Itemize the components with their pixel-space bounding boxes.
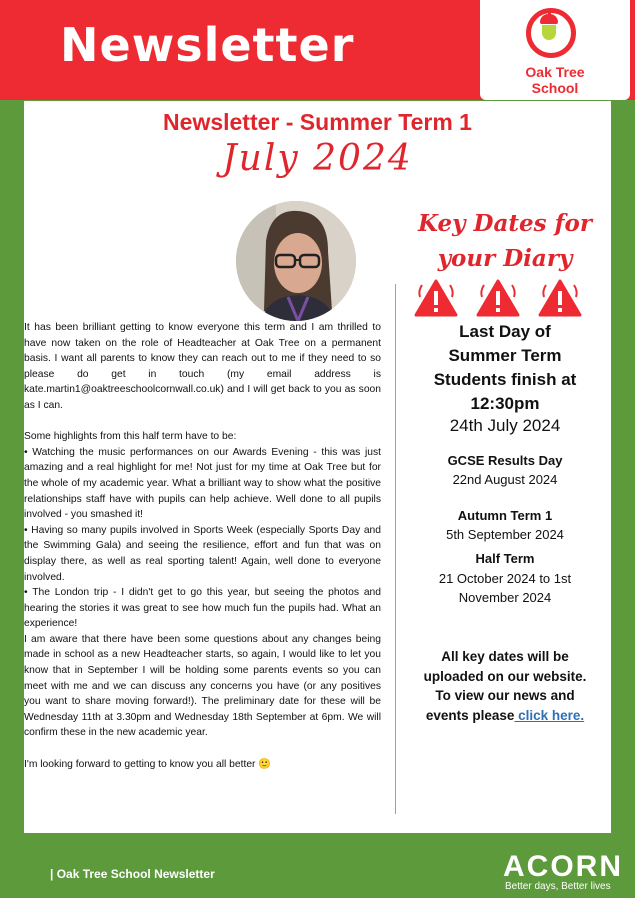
headteacher-photo — [236, 201, 356, 321]
half-term-date-line-2: November 2024 — [458, 590, 552, 605]
header-banner — [0, 0, 635, 100]
newsletter-page — [24, 101, 611, 833]
last-day-line-2: Summer Term — [448, 346, 562, 365]
half-term-label: Half Term — [475, 551, 535, 566]
website-note-line-1: All key dates will be — [441, 649, 569, 664]
headteacher-letter — [24, 320, 381, 772]
highlight-item: • The London trip - I didn't get to go this year, but seeing the photos and hearing the stories it was great to see how much fun the pupils had. What an experience! — [24, 587, 381, 630]
warning-icons — [414, 279, 604, 319]
autumn-label: Autumn Term 1 — [457, 508, 553, 523]
closing-paragraph: I am aware that there have been some questions about any changes being made in school as a new Headteacher starts, so again, I would like to let you know that in September I will be holding some parents events so you can meet with me and we can discuss any concerns you have (or any positives you want to share moving forward!). The preliminary date for these will be Wednesday 11th at 3.30pm and Wednesday 18th September at 6pm. We will confirm these in the new academic year. — [24, 633, 381, 739]
acorn-cap-icon — [540, 14, 558, 24]
intro-paragraph: It has been brilliant getting to know everyone this term and I am thrilled to have now taken on the role of Headteacher at Oak Tree on a permanent basis. I want all parents to know they can reach out to me if they need to so please do get in touch (my email address is kate.martin1@oaktreeschoolcornwall.co.uk) and I will get back to you as soon as I can. — [24, 322, 381, 411]
acorn-tagline: Better days, Better lives — [505, 881, 611, 892]
highlight-item: • Having so many pupils involved in Sports Week (especially Sports Day and the Swimming Gala) and seeing the resilience, effort and fun that was on display there, as well as real sporting talent! Again, well done to everyone involved. — [24, 524, 381, 583]
last-day-line-1: Last Day of — [459, 322, 551, 341]
last-day-date: 24th July 2024 — [449, 416, 561, 435]
website-note-text: events please — [425, 707, 515, 723]
logo-text — [480, 64, 630, 96]
key-dates-title — [399, 206, 611, 276]
warning-icon — [414, 279, 458, 317]
gcse-date: 22nd August 2024 — [452, 472, 558, 487]
warning-icon — [476, 279, 520, 317]
highlights-heading: Some highlights from this half term have to be: — [24, 431, 237, 443]
newsletter-title: Newsletter - Summer Term 1 — [163, 109, 472, 135]
footer-label: | Oak Tree School Newsletter — [50, 867, 215, 881]
last-day-heading — [399, 320, 611, 416]
portrait-image — [236, 201, 356, 321]
warning-icon — [538, 279, 582, 317]
highlight-item: • Watching the music performances on our Awards Evening - this was just amazing and a real highlight for me! Not just for my time at Oak Tree but for the whole of my academic year. What a brilliant way to show what the positive relationships staff have with pupils can help achieve. Well done to all pupils involved - you smashed it! — [24, 446, 381, 521]
signoff: I'm looking forward to getting to know you all better 🙂 — [24, 758, 272, 770]
acorn-icon — [542, 25, 556, 40]
website-note-line-4 — [399, 706, 611, 726]
gcse-label: GCSE Results Day — [447, 453, 563, 468]
school-logo — [480, 0, 630, 100]
last-day-line-3: Students finish at — [433, 370, 577, 389]
last-day-line-4: 12:30pm — [470, 394, 540, 413]
column-divider — [395, 284, 396, 814]
acorn-logo: ACORN — [503, 850, 623, 883]
half-term-date-line-1: 21 October 2024 to 1st — [438, 571, 572, 586]
website-note — [399, 647, 611, 725]
click-here-link[interactable]: click here. — [514, 707, 585, 723]
autumn-date: 5th September 2024 — [446, 527, 564, 542]
logo-line-1: Oak Tree — [525, 64, 585, 80]
newsletter-date: July 2024 — [222, 138, 413, 179]
key-dates-title-line-1: Key Dates for — [418, 210, 592, 237]
key-dates-title-line-2: your Diary — [437, 245, 573, 272]
website-note-line-2: uploaded on our website. — [423, 668, 587, 684]
half-term-dates — [399, 569, 611, 607]
logo-line-2: School — [531, 80, 579, 96]
website-note-line-3: To view our news and — [435, 688, 575, 703]
header-title: Newsletter — [60, 18, 355, 72]
